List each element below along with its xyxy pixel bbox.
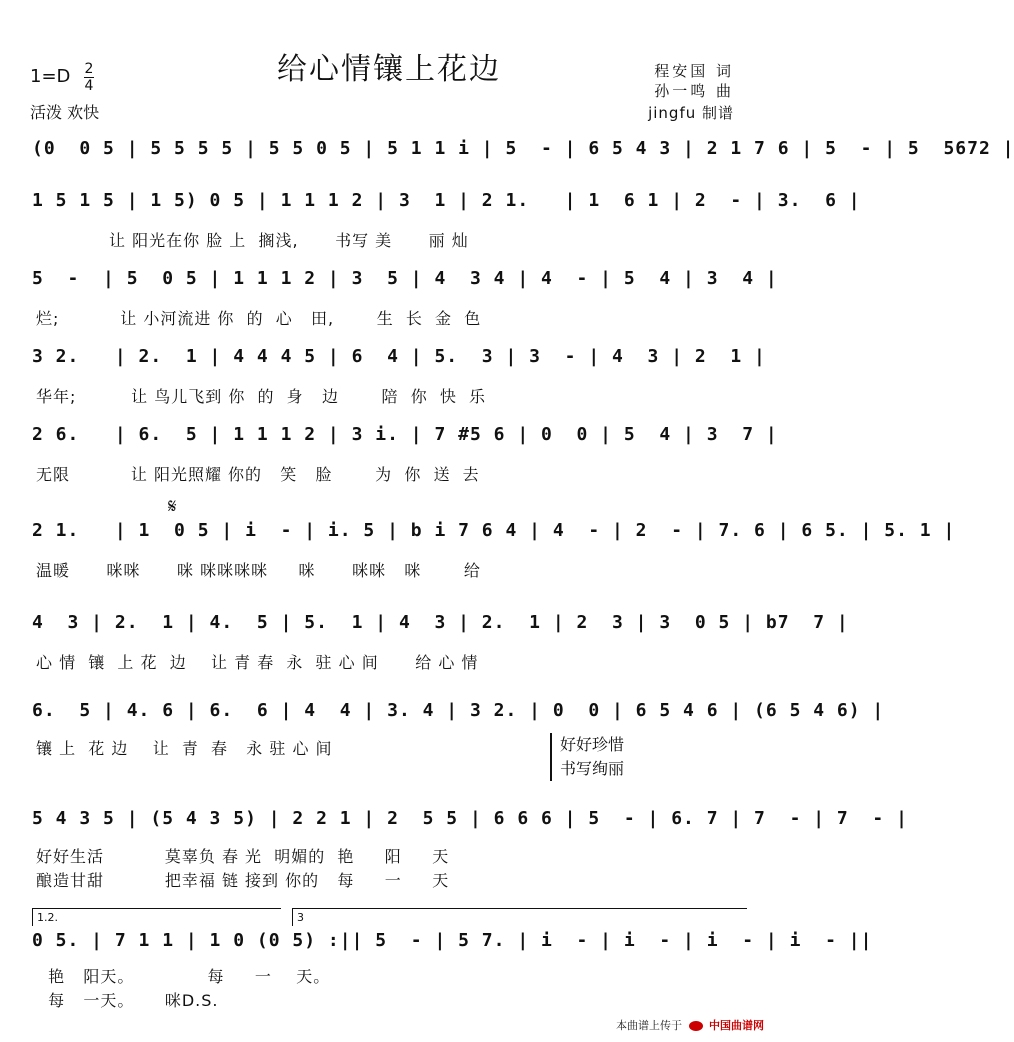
notes-row: 3 2. | 2. 1 | 4 4 4 5 | 6 4 | 5. 3 | 3 - | 4 3 | 2 1 | [32,346,766,367]
site-logo-icon [689,1021,703,1031]
choice-bottom: 书写绚丽 [560,759,625,778]
notes-row: 5 - | 5 0 5 | 1 1 1 2 | 3 5 | 4 3 4 | 4 - | 5 4 | 3 4 | [32,268,778,289]
tempo-marking: 活泼 欢快 [30,103,100,122]
lyric-line: 心 情 镶 上 花 边 让 青 春 永 驻 心 间 给 心 情 [36,653,479,672]
lyric-line: 烂; 让 小河流进 你 的 心 田, 生 长 金 色 [36,309,482,328]
lyric-line: 艳 阳天。 每 一 天。 [36,967,331,986]
volta-second: 3 [292,908,747,926]
notes-row: 0 5. | 7 1 1 | 1 0 (0 5) :|| 5 - | 5 7. | i - | i - | i - | i - || [32,930,873,951]
time-bottom: 4 [84,78,94,94]
notes-row: 4 3 | 2. 1 | 4. 5 | 5. 1 | 4 3 | 2. 1 | 2 3 | 3 0 5 | b7 7 | [32,612,849,633]
lyric-line: 让 阳光在你 脸 上 搁浅, 书写 美 丽 灿 [36,231,469,250]
notes-row: 2 1. | 1 0 5 | i - | i. 5 | b i 7 6 4 | 4 - | 2 - | 7. 6 | 6 5. | 5. 1 | [32,520,956,541]
composer-credit: 孙一鸣 曲 [654,82,734,100]
segno-sign: 𝄋 [168,494,177,518]
footer-brand: 中国曲谱网 [709,1019,764,1032]
transcriber-credit: jingfu 制谱 [648,104,734,122]
lyric-line: 镶 上 花 边 让 青 春 永 驻 心 间 [36,739,333,758]
score-line [0,700,885,812]
lyric-line: 好好生活 莫辜负 春 光 明媚的 艳 阳 天 [36,847,450,866]
notes-row: 2 6. | 6. 5 | 1 1 1 2 | 3 i. | 7 #5 6 | 0 0 | 5 4 | 3 7 | [32,424,778,445]
lyricist-credit: 程安国 词 [654,62,734,80]
footer-upload-note [616,1017,764,1033]
choice-bracket [550,733,624,781]
footer-text: 本曲谱上传于 [616,1019,682,1032]
time-top: 2 [84,61,94,77]
lyric-line-second: 酿造甘甜 把幸福 链 接到 你的 每 一 天 [36,871,450,890]
lyric-line: 华年; 让 鸟儿飞到 你 的 身 边 陪 你 快 乐 [36,387,487,406]
notes-row: 1 5 1 5 | 1 5) 0 5 | 1 1 1 2 | 3 1 | 2 1. | 1 6 1 | 2 - | 3. 6 | [32,190,861,211]
key-signature: 1=D [30,66,71,87]
notes-row: (0 0 5 | 5 5 5 5 | 5 5 0 5 | 5 1 1 i | 5 - | 6 5 4 3 | 2 1 7 6 | 5 - | 5 5672 | [32,138,1014,159]
choice-top: 好好珍惜 [560,735,625,754]
time-signature [84,62,94,93]
lyric-line-second: 每 一天。 咪D.S. [36,991,219,1010]
lyric-line: 温暖 咪咪 咪 咪咪咪咪 咪 咪咪 咪 给 [36,561,481,580]
score-line [0,808,908,920]
volta-first: 1.2. [32,908,281,926]
page-title: 给心情镶上花边 [277,52,501,87]
lyric-line: 无限 让 阳光照耀 你的 笑 脸 为 你 送 去 [36,465,480,484]
notes-row: 5 4 3 5 | (5 4 3 5) | 2 2 1 | 2 5 5 | 6 6 6 | 5 - | 6. 7 | 7 - | 7 - | [32,808,908,829]
notes-row: 6. 5 | 4. 6 | 6. 6 | 4 4 | 3. 4 | 3 2. | 0 0 | 6 5 4 6 | (6 5 4 6) | [32,700,885,721]
